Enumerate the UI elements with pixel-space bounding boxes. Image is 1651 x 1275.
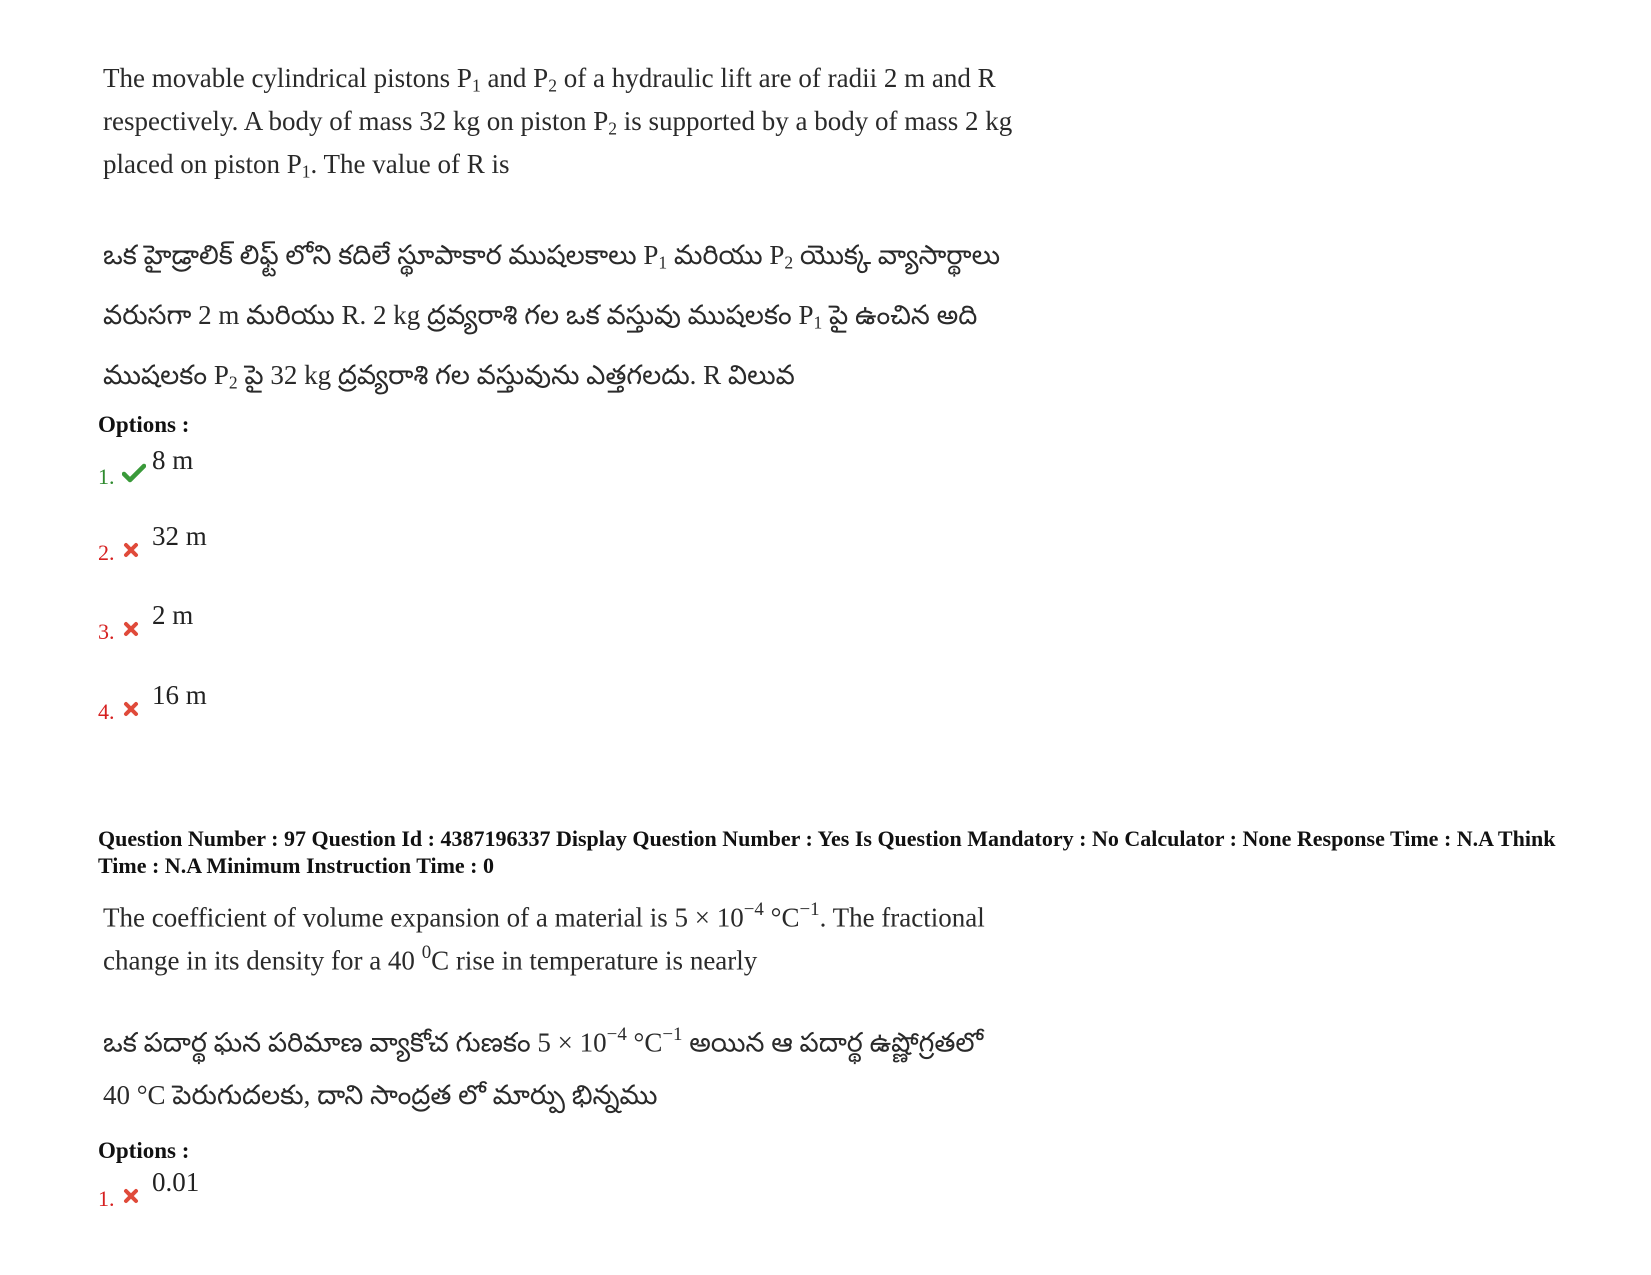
q96-telugu-text	[103, 225, 1000, 405]
option-value: 8 m	[152, 445, 194, 475]
option-number: 1.	[98, 464, 115, 489]
option-number: 3.	[98, 619, 115, 644]
q96-option-4[interactable]	[98, 680, 207, 725]
option-number: 4.	[98, 699, 115, 724]
cross-icon	[122, 700, 148, 723]
q96-option-3[interactable]	[98, 600, 194, 645]
q96-en-line-3: placed on piston $P_1$. The value of R is	[103, 149, 510, 182]
option-value: 16 m	[152, 680, 207, 710]
option-number: 1.	[98, 1186, 115, 1211]
q96-option-1[interactable]	[98, 445, 194, 490]
q97-telugu-text	[103, 1005, 983, 1125]
q96-te-line-2: వరుసగా 2 m మరియు R. 2 kg ద్రవ్యరాశి గల ఒక వస్తువు ముషలకం $P_1$ పై ఉంచిన అది	[103, 300, 978, 333]
q97-options-heading: Options :	[98, 1138, 190, 1163]
q97-te-line-1: ఒక పదార్థ ఘన పరిమాణ వ్యాకోచ గుణకం $5 \times 10^{-4}$ $^\circ C^{-1}$ అయిన ఆ పదార్థ ఉష్ణోగ్రతలో	[103, 1024, 984, 1058]
cross-icon	[122, 1187, 148, 1210]
cross-icon	[122, 620, 148, 643]
q96-english-text	[103, 57, 1012, 186]
q96-en-line-1: The movable cylindrical pistons $P_1$ and $P_2$ of a hydraulic lift are of radii 2 m and R	[103, 63, 996, 96]
q97-meta-info: Question Number : 97 Question Id : 4387196337 Display Question Number : Yes Is Question Mandatory : No Calculator : None Response Time : N.A Think Time : N.A Minimum Instruction Time : 0	[98, 826, 1556, 878]
option-value: 2 m	[152, 600, 194, 630]
q96-option-2[interactable]	[98, 521, 207, 566]
check-icon	[122, 463, 148, 488]
q97-option-1[interactable]	[98, 1167, 200, 1212]
q97-english-text	[103, 888, 985, 974]
q97-te-line-2: 40 °C పెరుగుదలకు, దాని సాంద్రత లో మార్పు భిన్నము	[103, 1080, 658, 1110]
q96-en-line-2: respectively. A body of mass 32 kg on piston $P_2$ is supported by a body of mass 2 kg	[103, 106, 1013, 139]
option-value: 0.01	[152, 1167, 200, 1197]
option-value: 32 m	[152, 521, 207, 551]
cross-icon	[122, 541, 148, 564]
q96-te-line-3: ముషలకం $P_2$ పై 32 kg ద్రవ్యరాశి గల వస్తువును ఎత్తగలదు. R విలువ	[103, 360, 795, 393]
q97-en-line-2: change in its density for a 40 $^0$C rise in temperature is nearly	[103, 942, 758, 976]
q96-te-line-1: ఒక హైడ్రాలిక్ లిఫ్ట్ లోని కదిలే స్థూపాకార ముషలకాలు $P_1$ మరియు $P_2$ యొక్క వ్యాసార్థాలు	[103, 240, 1001, 273]
option-number: 2.	[98, 540, 115, 565]
q97-en-line-1: The coefficient of volume expansion of a material is $5 \times 10^{-4}$ $^\circ C^{-1}$. The fractional	[103, 899, 985, 933]
q96-options-heading: Options :	[98, 412, 190, 437]
